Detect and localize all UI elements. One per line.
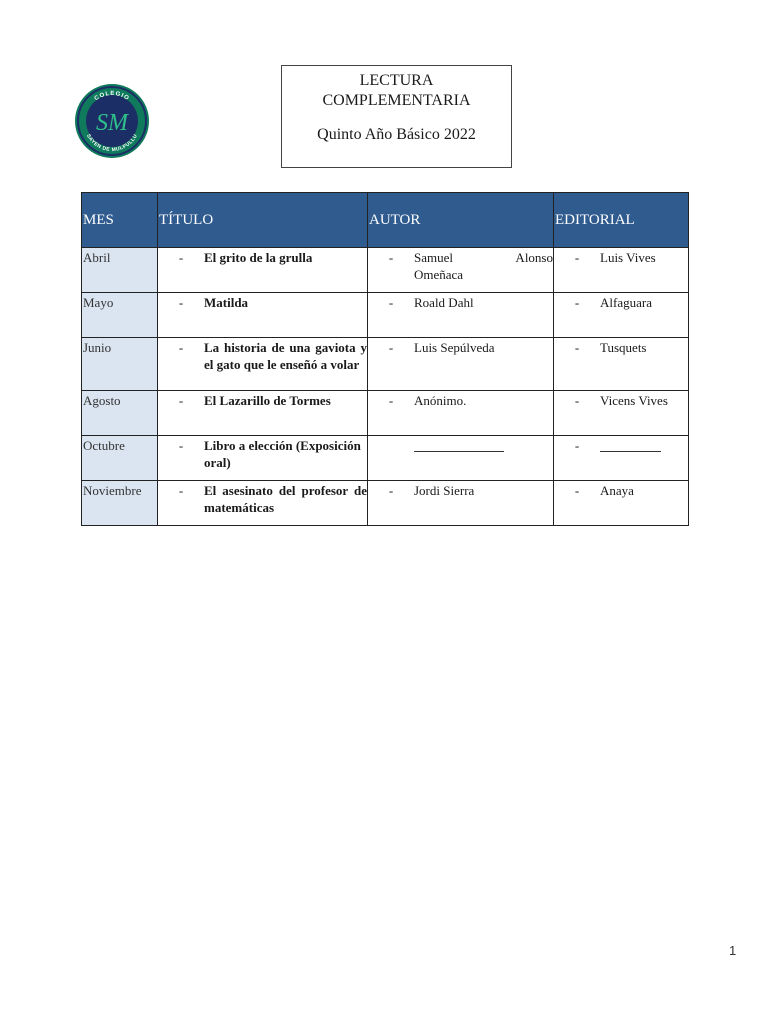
publisher-blank-line (600, 437, 661, 452)
cell-titulo: - La historia de una gaviota y el gato que le enseñó a volar (158, 338, 368, 391)
author-name: Anónimo. (414, 393, 467, 408)
cell-editorial: - (554, 436, 689, 481)
cell-editorial: - Tusquets (554, 338, 689, 391)
cell-autor: - Samuel Alonso Omeñaca (368, 248, 554, 293)
book-title: Libro a elección (Exposición oral) (204, 438, 361, 470)
table-row (82, 391, 689, 436)
cell-editorial: - Alfaguara (554, 293, 689, 338)
cell-titulo: - El grito de la grulla (158, 248, 368, 293)
publisher: Luis Vives (600, 250, 656, 265)
header-mes: MES (82, 193, 158, 248)
book-title: El Lazarillo de Tormes (204, 393, 331, 408)
cell-titulo: - El Lazarillo de Tormes (158, 391, 368, 436)
table-row (82, 338, 689, 391)
book-title: La historia de una gaviota y el gato que le enseñó a volar (204, 340, 367, 372)
cell-autor: - Anónimo. (368, 391, 554, 436)
table-row (82, 248, 689, 293)
cell-mes: Noviembre (82, 481, 158, 526)
author-name-cont: Omeñaca (414, 267, 464, 282)
book-title: El asesinato del profesor de matemáticas (204, 483, 367, 515)
header-editorial: EDITORIAL (554, 193, 689, 248)
table-header-row (82, 193, 689, 248)
cell-autor: - Jordi Sierra (368, 481, 554, 526)
author-name: Luis Sepúlveda (414, 340, 495, 355)
author-name: Samuel Alonso (414, 250, 553, 265)
cell-mes: Junio (82, 338, 158, 391)
table-row (82, 481, 689, 526)
document-title-box (281, 65, 512, 168)
school-logo-icon (74, 83, 150, 159)
cell-mes: Octubre (82, 436, 158, 481)
subtitle-grade-year: Quinto Año Básico 2022 (317, 126, 476, 143)
reading-schedule-table (81, 192, 689, 526)
cell-titulo: - Libro a elección (Exposición oral) (158, 436, 368, 481)
logo-monogram: SM (96, 110, 128, 136)
cell-autor: - Roald Dahl (368, 293, 554, 338)
logo-text-top: COLEGIO (93, 90, 131, 103)
cell-autor (368, 436, 554, 481)
table-row (82, 293, 689, 338)
cell-titulo: - Matilda (158, 293, 368, 338)
author-name: Jordi Sierra (414, 483, 475, 498)
cell-editorial: - Anaya (554, 481, 689, 526)
author-blank-line (414, 437, 504, 452)
header-titulo: TÍTULO (158, 193, 368, 248)
book-title: Matilda (204, 295, 249, 310)
cell-autor: - Luis Sepúlveda (368, 338, 554, 391)
author-name: Roald Dahl (414, 295, 474, 310)
book-title: El grito de la grulla (204, 250, 313, 265)
title-line-2: COMPLEMENTARIA (322, 92, 471, 109)
cell-mes: Mayo (82, 293, 158, 338)
publisher: Vicens Vives (600, 393, 668, 408)
header-autor: AUTOR (368, 193, 554, 248)
cell-titulo: - El asesinato del profesor de matemáticas (158, 481, 368, 526)
page-number: 1 (729, 943, 737, 958)
table-row (82, 436, 689, 481)
logo-text-bottom: SAYEN DE MULPULLU (84, 133, 140, 154)
publisher: Anaya (600, 483, 634, 498)
title-line-1: LECTURA (359, 72, 434, 89)
cell-mes: Agosto (82, 391, 158, 436)
cell-mes: Abril (82, 248, 158, 293)
cell-editorial: - Luis Vives (554, 248, 689, 293)
school-logo (74, 83, 150, 159)
publisher: Tusquets (600, 340, 647, 355)
cell-editorial: - Vicens Vives (554, 391, 689, 436)
publisher: Alfaguara (600, 295, 652, 310)
